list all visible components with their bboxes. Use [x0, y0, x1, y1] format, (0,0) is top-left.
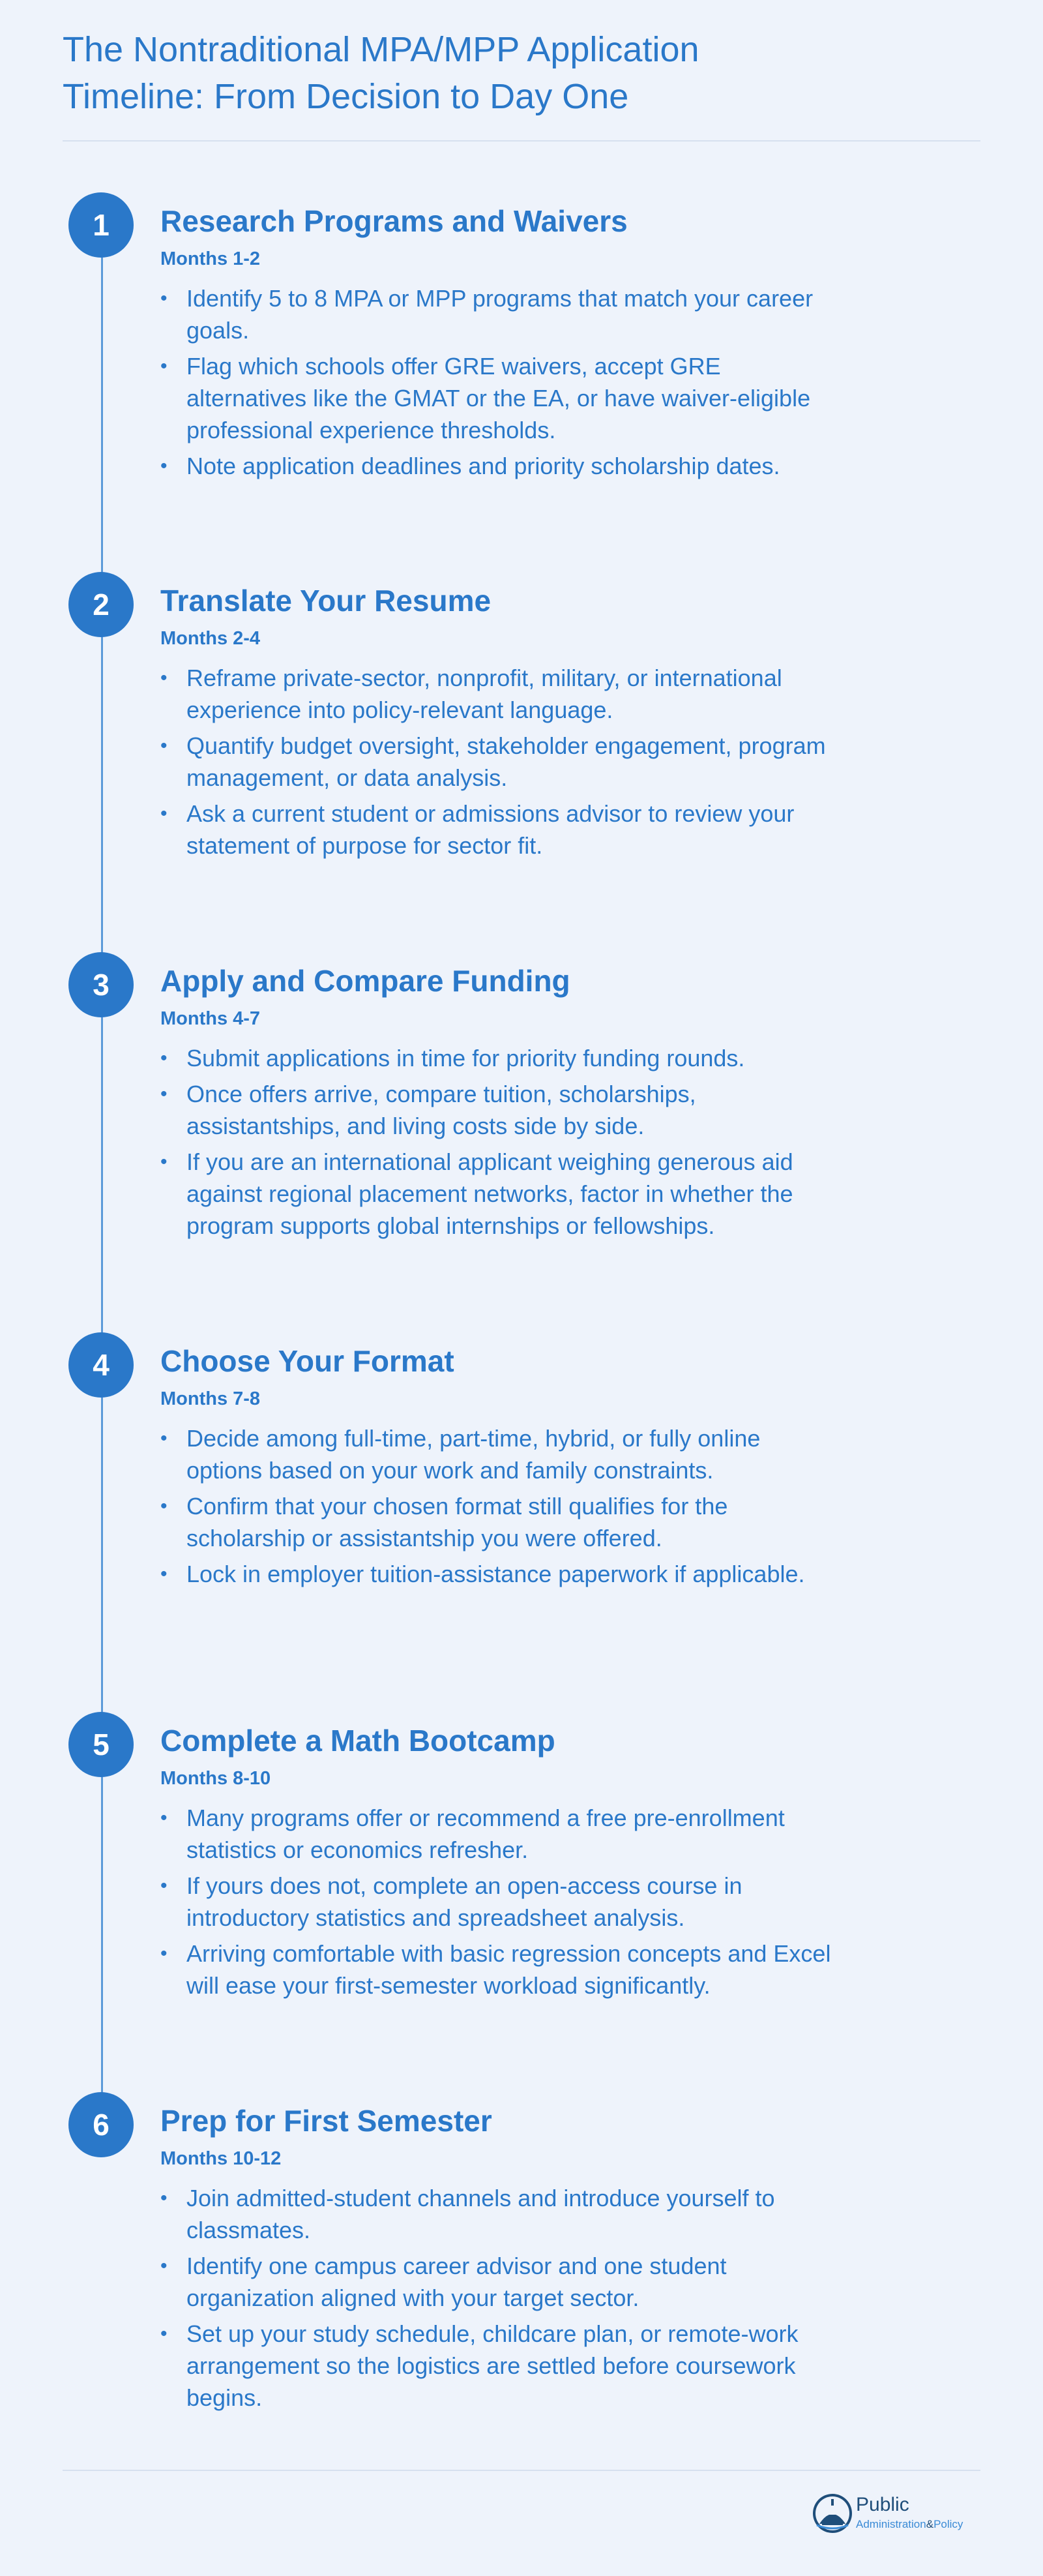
step-bullet: • Quantify budget oversight, stakeholder engagement, program management, or data analysis. [160, 730, 838, 794]
capitol-dome-icon [812, 2493, 853, 2534]
step-bullet: • Many programs offer or recommend a free pre-enrollment statistics or economics refresher. [160, 1802, 838, 1866]
step-number-badge: 6 [68, 2092, 134, 2157]
timeline-connector [101, 225, 103, 2126]
step-bullet-list [160, 662, 838, 865]
step-months: Months 8-10 [160, 1768, 271, 1789]
step-bullet: • Identify 5 to 8 MPA or MPP programs that match your career goals. [160, 282, 838, 346]
logo-text-ampersand: & [926, 2518, 934, 2530]
step-bullet: • Flag which schools offer GRE waivers, accept GRE alternatives like the GMAT or the EA, or have waiver-eligible professional experience thresholds. [160, 350, 838, 446]
step-title: Choose Your Format [160, 1344, 454, 1378]
step-number-badge: 3 [68, 952, 134, 1017]
step-months: Months 7-8 [160, 1388, 261, 1409]
step-bullet: • Decide among full-time, part-time, hybrid, or fully online options based on your work and family constraints. [160, 1422, 838, 1486]
step-bullet: • Arriving comfortable with basic regression concepts and Excel will ease your first-semester workload significantly. [160, 1938, 838, 2001]
step-bullet-list [160, 1802, 838, 2005]
step-title: Research Programs and Waivers [160, 204, 628, 238]
step-months: Months 2-4 [160, 628, 261, 649]
footer-logo [812, 2490, 988, 2536]
step-bullet: • If you are an international applicant weighing generous aid against regional placement networks, factor in whether the program supports global internships or fellowships. [160, 1146, 838, 1242]
step-bullet: • Join admitted-student channels and introduce yourself to classmates. [160, 2182, 838, 2246]
step-bullet-list [160, 282, 838, 486]
step-bullet: • If yours does not, complete an open-access course in introductory statistics and spreadsheet analysis. [160, 1870, 838, 1934]
step-bullet: • Ask a current student or admissions advisor to review your statement of purpose for sector fit. [160, 798, 838, 861]
page-title-line-2: Timeline: From Decision to Day One [63, 77, 629, 116]
step-title: Complete a Math Bootcamp [160, 1724, 555, 1758]
page-title [63, 26, 910, 120]
step-bullet: • Once offers arrive, compare tuition, scholarships, assistantships, and living costs side by side. [160, 1078, 838, 1142]
step-bullet: • Confirm that your chosen format still qualifies for the scholarship or assistantship you were offered. [160, 1490, 838, 1554]
step-title: Prep for First Semester [160, 2104, 492, 2138]
page-title-line-1: The Nontraditional MPA/MPP Application [63, 30, 699, 69]
logo-text-policy: Policy [933, 2518, 963, 2530]
logo-text-administration: Administration [856, 2518, 926, 2530]
logo-text-public: Public [856, 2494, 909, 2515]
step-months: Months 4-7 [160, 1008, 261, 1029]
step-title: Translate Your Resume [160, 584, 492, 618]
step-number-badge: 5 [68, 1712, 134, 1777]
step-bullet-list [160, 1422, 838, 1594]
logo-text-subtitle [856, 2517, 993, 2532]
step-bullet: • Reframe private-sector, nonprofit, military, or international experience into policy-relevant language. [160, 662, 838, 726]
step-bullet: • Submit applications in time for priority funding rounds. [160, 1042, 838, 1074]
step-number-badge: 1 [68, 192, 134, 258]
step-title: Apply and Compare Funding [160, 964, 570, 998]
step-bullet: • Identify one campus career advisor and one student organization aligned with your target sector. [160, 2250, 838, 2314]
step-bullet: • Set up your study schedule, childcare plan, or remote-work arrangement so the logistics are settled before coursework begins. [160, 2318, 838, 2414]
step-months: Months 10-12 [160, 2148, 282, 2169]
step-bullet-list [160, 1042, 838, 1246]
step-months: Months 1-2 [160, 248, 261, 269]
step-bullet: • Lock in employer tuition-assistance paperwork if applicable. [160, 1558, 838, 1590]
top-divider [63, 140, 980, 142]
step-bullet-list [160, 2182, 838, 2418]
step-number-badge: 2 [68, 572, 134, 637]
step-bullet: • Note application deadlines and priority scholarship dates. [160, 450, 838, 482]
step-number-badge: 4 [68, 1332, 134, 1398]
bottom-divider [63, 2470, 980, 2471]
